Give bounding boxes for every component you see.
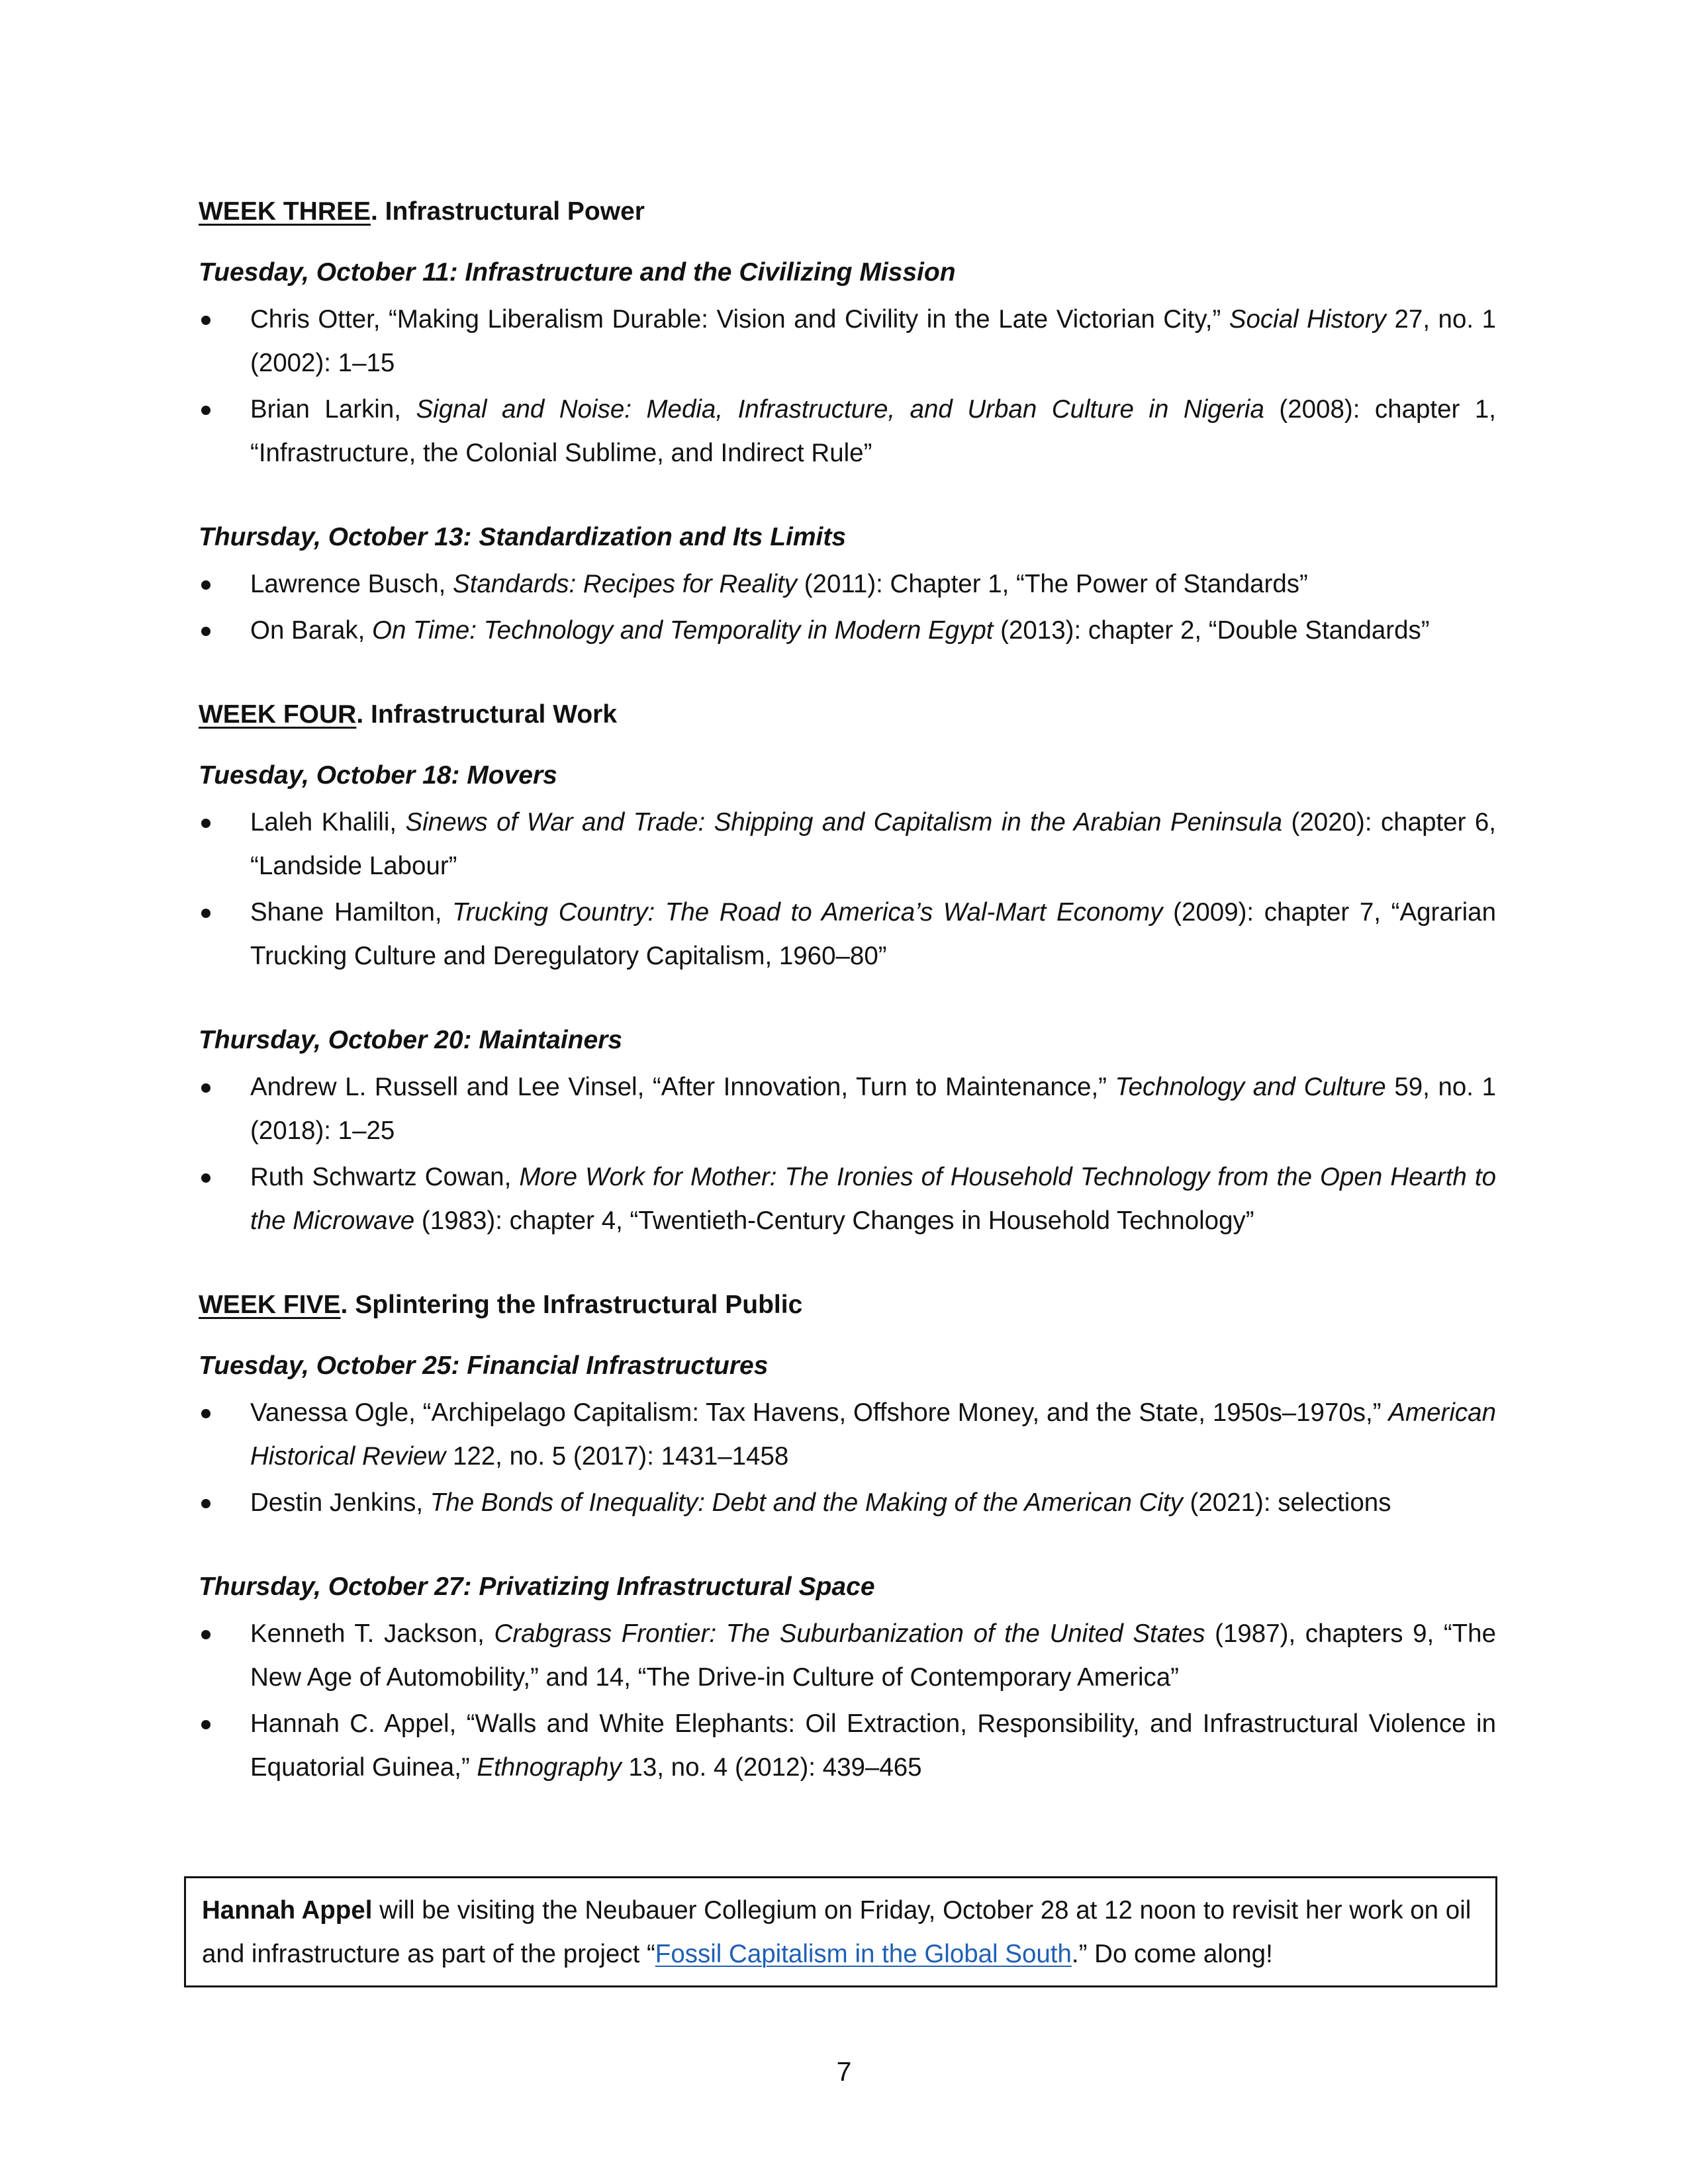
reading-item — [199, 1391, 1496, 1479]
session-title: Thursday, October 27: Privatizing Infrastructural Space — [199, 1572, 875, 1601]
reading-list — [199, 801, 1496, 978]
week-title: . Splintering the Infrastructural Public — [340, 1291, 803, 1319]
reading-item — [199, 1066, 1496, 1153]
reading-text: Hannah C. Appel, “Walls and White Elephants: Oil Extraction, Responsibility, and Infrastructural Violence in Equatorial Guinea,” — [250, 1709, 1496, 1782]
reading-source: On Time: Technology and Temporality in Modern Egypt — [372, 616, 994, 645]
week-label: WEEK FIVE — [199, 1291, 341, 1319]
session — [199, 253, 1496, 475]
reading-list — [199, 563, 1496, 653]
reading-source: The Bonds of Inequality: Debt and the Making of the American City — [430, 1488, 1183, 1517]
reading-item — [199, 388, 1496, 475]
reading-details: (2020): chapter 6, “Landside Labour” — [250, 808, 1496, 880]
reading-list — [199, 1391, 1496, 1525]
reading-text: Destin Jenkins, — [250, 1488, 430, 1517]
reading-source: Signal and Noise: Media, Infrastructure, and Urban Culture in Nigeria — [416, 395, 1264, 424]
reading-details: 27, no. 1 (2002): 1–15 — [250, 305, 1496, 377]
week-three — [199, 192, 1496, 653]
reading-item — [199, 298, 1496, 385]
week-title: . Infrastructural Power — [371, 197, 645, 226]
session-title: Tuesday, October 18: Movers — [199, 761, 557, 790]
reading-source: American Historical Review — [250, 1398, 1496, 1471]
reading-source: More Work for Mother: The Ironies of Household Technology from the Open Hearth to the Microwave — [250, 1163, 1497, 1235]
session-title: Thursday, October 13: Standardization and Its Limits — [199, 523, 847, 551]
session-title: Tuesday, October 11: Infrastructure and the Civilizing Mission — [199, 258, 956, 287]
session — [199, 518, 1496, 653]
reading-list — [199, 298, 1496, 475]
reading-details: (2021): selections — [1182, 1488, 1391, 1517]
week-heading — [199, 1285, 1496, 1325]
week-heading — [199, 695, 1496, 735]
reading-list — [199, 1612, 1496, 1790]
reading-text: Vanessa Ogle, “Archipelago Capitalism: Tax Havens, Offshore Money, and the State, 1950s–1970s,” — [250, 1398, 1389, 1427]
week-four — [199, 695, 1496, 1243]
bullet-icon — [201, 627, 211, 636]
bullet-icon — [201, 1173, 211, 1183]
reading-details: (2013): chapter 2, “Double Standards” — [993, 616, 1430, 645]
syllabus-page — [199, 192, 1496, 1809]
reading-text: Kenneth T. Jackson, — [250, 1619, 494, 1648]
bullet-icon — [201, 819, 211, 828]
week-label: WEEK THREE — [199, 197, 371, 226]
reading-item — [199, 1702, 1496, 1790]
reading-item — [199, 1481, 1496, 1525]
reading-text: Shane Hamilton, — [250, 898, 453, 927]
reading-item — [199, 1156, 1496, 1243]
bullet-icon — [201, 316, 211, 325]
reading-source: Crabgrass Frontier: The Suburbanization of the United States — [494, 1619, 1205, 1648]
reading-text: Brian Larkin, — [250, 395, 416, 424]
session — [199, 756, 1496, 978]
reading-item — [199, 563, 1496, 606]
reading-text: Ruth Schwartz Cowan, — [250, 1163, 520, 1191]
reading-details: 122, no. 5 (2017): 1431–1458 — [445, 1442, 789, 1471]
session — [199, 1567, 1496, 1790]
reading-details: (1983): chapter 4, “Twentieth-Century Changes in Household Technology” — [414, 1206, 1254, 1235]
reading-details: (2009): chapter 7, “Agrarian Trucking Culture and Deregulatory Capitalism, 1960–80” — [250, 898, 1496, 970]
reading-details: (2011): Chapter 1, “The Power of Standards” — [797, 570, 1308, 598]
bullet-icon — [201, 1720, 211, 1729]
reading-source: Trucking Country: The Road to America’s Wal-Mart Economy — [452, 898, 1163, 927]
reading-details: (2008): chapter 1, “Infrastructure, the Colonial Sublime, and Indirect Rule” — [250, 395, 1496, 467]
reading-source: Standards: Recipes for Reality — [453, 570, 798, 598]
notice-speaker-name: Hannah Appel — [202, 1896, 373, 1925]
reading-details: 13, no. 4 (2012): 439–465 — [621, 1753, 922, 1782]
bullet-icon — [201, 909, 211, 918]
notice-text: will be visiting the Neubauer Collegium on Friday, October 28 at 12 noon to revisit her work on oil and infrastructure as part of the project “ — [202, 1896, 1472, 1968]
session-title: Tuesday, October 25: Financial Infrastructures — [199, 1351, 769, 1380]
bullet-icon — [201, 406, 211, 415]
reading-source: Sinews of War and Trade: Shipping and Capitalism in the Arabian Peninsula — [405, 808, 1283, 837]
reading-source: Ethnography — [477, 1753, 622, 1782]
reading-text: Laleh Khalili, — [250, 808, 406, 837]
session-title: Thursday, October 20: Maintainers — [199, 1026, 623, 1054]
reading-text: Andrew L. Russell and Lee Vinsel, “After Innovation, Turn to Maintenance,” — [250, 1073, 1115, 1101]
reading-list — [199, 1066, 1496, 1243]
bullet-icon — [201, 1083, 211, 1093]
bullet-icon — [201, 1409, 211, 1418]
notice-text-end: .” Do come along! — [1071, 1940, 1273, 1968]
reading-text: Chris Otter, “Making Liberalism Durable: Vision and Civility in the Late Victorian City,” — [250, 305, 1229, 334]
reading-item — [199, 609, 1496, 653]
week-title: . Infrastructural Work — [356, 700, 618, 729]
reading-source: Technology and Culture — [1115, 1073, 1386, 1101]
event-notice-box — [184, 1876, 1497, 1987]
week-heading — [199, 192, 1496, 232]
reading-item — [199, 891, 1496, 978]
week-five — [199, 1285, 1496, 1790]
page-number: 7 — [836, 2056, 852, 2087]
reading-details: 59, no. 1 (2018): 1–25 — [250, 1073, 1497, 1145]
reading-text: Lawrence Busch, — [250, 570, 453, 598]
session — [199, 1021, 1496, 1243]
reading-text: On Barak, — [250, 616, 373, 645]
reading-item — [199, 1612, 1496, 1700]
project-link[interactable]: Fossil Capitalism in the Global South — [655, 1940, 1072, 1968]
bullet-icon — [201, 580, 211, 590]
bullet-icon — [201, 1499, 211, 1508]
week-label: WEEK FOUR — [199, 700, 357, 729]
reading-details: (1987), chapters 9, “The New Age of Automobility,” and 14, “The Drive-in Culture of Contemporary America” — [250, 1619, 1496, 1692]
reading-source: Social History — [1229, 305, 1386, 334]
reading-item — [199, 801, 1496, 888]
bullet-icon — [201, 1630, 211, 1639]
session — [199, 1346, 1496, 1525]
